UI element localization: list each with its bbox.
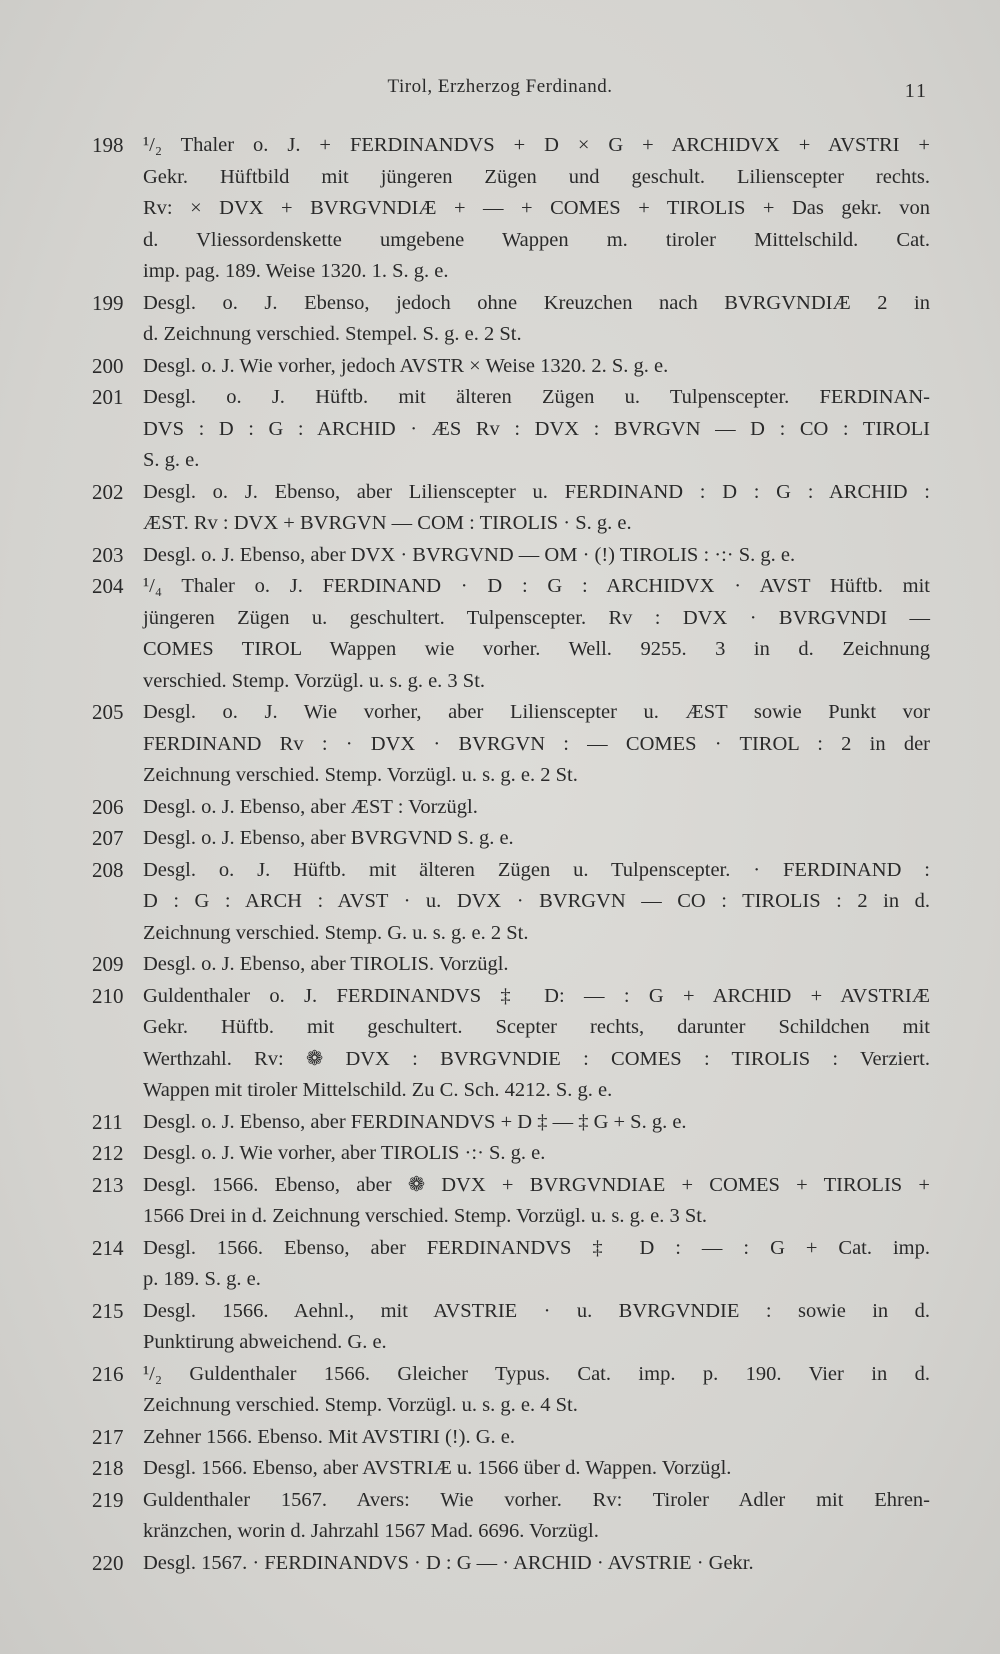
catalog-entry (0, 1233, 1000, 1296)
catalog-entry (0, 571, 1000, 697)
entry-number: 198 (92, 133, 124, 157)
entry-line: ÆST. Rv : DVX + BVRGVN — COM : TIROLIS · S. g. e. (143, 512, 632, 534)
entry-text (143, 981, 930, 1107)
catalog-entry (0, 1485, 1000, 1548)
entry-line: Desgl. o. J. Hüftb. mit älteren Zügen u. Tulpenscepter. · FERDINAND : (143, 858, 930, 881)
entry-number: 218 (92, 1456, 124, 1480)
entry-line: d. Vliessordenskette umgebene Wappen m. tiroler Mittelschild. Cat. (143, 228, 930, 251)
catalog-entry (0, 1296, 1000, 1359)
catalog-entry (0, 1138, 1000, 1170)
entry-number: 206 (92, 794, 124, 819)
entry-line: ¹/₂ Thaler o. J. + FERDINANDVS + D × G + ARCHIDVX + AVSTRI + (143, 134, 930, 156)
entry-text (143, 1138, 930, 1170)
entry-number: 201 (92, 385, 124, 409)
entry-text (143, 1548, 930, 1580)
catalog-entry (0, 855, 1000, 950)
entry-text (143, 477, 930, 540)
entry-line: Zeichnung verschied. Stemp. G. u. s. g. e. 2 St. (143, 921, 529, 944)
entry-line: Desgl. 1566. Ebenso, aber ❁ DVX + BVRGVNDIAE + COMES + TIROLIS + (143, 1173, 930, 1196)
entry-line: Desgl. o. J. Ebenso, aber DVX · BVRGVND — OM · (!) TIROLIS : ·:· S. g. e. (143, 543, 796, 566)
entry-text (143, 1170, 930, 1233)
entry-line: Zeichnung verschied. Stemp. Vorzügl. u. s. g. e. 4 St. (143, 1394, 578, 1416)
entry-text (143, 1422, 930, 1454)
entry-line: Werthzahl. Rv: ❁ DVX : BVRGVNDIE : COMES : TIROLIS : Verziert. (143, 1047, 930, 1070)
catalog-entry (0, 697, 1000, 792)
entry-text (143, 540, 930, 572)
entry-line: D : G : ARCH : AVST · u. DVX · BVRGVN — CO : TIROLIS : 2 in d. (143, 890, 930, 912)
entry-line: Desgl. o. J. Ebenso, aber TIROLIS. Vorzügl. (143, 953, 509, 975)
entry-text (143, 1453, 930, 1485)
entry-text (143, 1107, 930, 1139)
entry-number: 199 (92, 290, 124, 315)
entry-text (143, 1233, 930, 1296)
entry-line: COMES TIROL Wappen wie vorher. Well. 9255. 3 in d. Zeichnung (143, 638, 930, 660)
entry-line: d. Zeichnung verschied. Stempel. S. g. e. 2 St. (143, 323, 522, 345)
entry-line: jüngeren Zügen u. geschultert. Tulpenscepter. Rv : DVX · BVRGVNDI — (143, 606, 930, 629)
entry-number: 210 (92, 983, 124, 1008)
entry-number: 202 (92, 479, 124, 504)
entry-line: 1566 Drei in d. Zeichnung verschied. Stemp. Vorzügl. u. s. g. e. 3 St. (143, 1205, 708, 1227)
entry-line: ¹/₂ Guldenthaler 1566. Gleicher Typus. Cat. imp. p. 190. Vier in d. (143, 1362, 930, 1385)
catalog-entry (0, 981, 1000, 1107)
entry-line: imp. pag. 189. Weise 1320. 1. S. g. e. (143, 260, 449, 282)
entry-line: FERDINAND Rv : · DVX · BVRGVN : — COMES · TIROL : 2 in der (143, 732, 930, 755)
running-title: Tirol, Erzherzog Ferdinand. (387, 76, 613, 97)
entry-line: Desgl. o. J. Ebenso, jedoch ohne Kreuzchen nach BVRGVNDIÆ 2 in (143, 291, 930, 314)
entry-number: 213 (92, 1172, 124, 1197)
entry-number: 205 (92, 700, 124, 724)
page-number: 11 (904, 80, 928, 102)
entry-line: verschied. Stemp. Vorzügl. u. s. g. e. 3 St. (143, 669, 486, 692)
catalog-entry (0, 1422, 1000, 1454)
entry-line: DVS : D : G : ARCHID · ÆS Rv : DVX : BVRGVN — D : CO : TIROLI (143, 417, 930, 440)
entry-text (143, 288, 930, 351)
entry-line: Desgl. 1566. Ebenso, aber AVSTRIÆ u. 1566 über d. Wappen. Vorzügl. (143, 1457, 732, 1479)
entry-line: Punktirung abweichend. G. e. (143, 1331, 387, 1353)
entry-line: Desgl. 1567. · FERDINANDVS · D : G — · ARCHID · AVSTRIE · Gekr. (143, 1551, 754, 1574)
catalog-entry (0, 792, 1000, 824)
catalog-entry (0, 540, 1000, 572)
entry-line: p. 189. S. g. e. (143, 1268, 261, 1290)
entry-text (143, 1359, 930, 1422)
entry-text (143, 382, 930, 477)
page-header (0, 76, 1000, 106)
entry-line: Desgl. 1566. Ebenso, aber FERDINANDVS ‡ D : — : G + Cat. imp. (143, 1236, 930, 1259)
entry-number: 220 (92, 1550, 124, 1575)
entry-text (143, 351, 930, 383)
entry-line: Wappen mit tiroler Mittelschild. Zu C. Sch. 4212. S. g. e. (143, 1079, 613, 1101)
entry-line: Desgl. o. J. Ebenso, aber Lilienscepter u. FERDINAND : D : G : ARCHID : (143, 480, 930, 503)
entry-number: 214 (92, 1235, 124, 1260)
catalog-entry (0, 1359, 1000, 1422)
entry-text (143, 855, 930, 950)
entry-line: S. g. e. (143, 449, 200, 471)
entry-line: Desgl. 1566. Aehnl., mit AVSTRIE · u. BVRGVNDIE : sowie in d. (143, 1299, 930, 1322)
entry-line: Desgl. o. J. Wie vorher, aber TIROLIS ·:· S. g. e. (143, 1142, 546, 1164)
entry-text (143, 792, 930, 824)
entry-line: Desgl. o. J. Ebenso, aber BVRGVND S. g. e. (143, 827, 514, 849)
entry-line: Zeichnung verschied. Stemp. Vorzügl. u. s. g. e. 2 St. (143, 764, 578, 786)
catalog-entry (0, 130, 1000, 288)
entry-text (143, 130, 930, 288)
entry-number: 204 (92, 574, 124, 598)
entry-text (143, 571, 930, 697)
entry-line: Guldenthaler o. J. FERDINANDVS ‡ D: — : G + ARCHID + AVSTRIÆ (143, 984, 930, 1007)
entry-text (143, 697, 930, 792)
catalog-entry (0, 1453, 1000, 1485)
entry-line: Guldenthaler 1567. Avers: Wie vorher. Rv: Tiroler Adler mit Ehren- (143, 1488, 930, 1511)
entry-line: Desgl. o. J. Ebenso, aber FERDINANDVS + D ‡ — ‡ G + S. g. e. (143, 1110, 687, 1133)
entry-number: 212 (92, 1141, 124, 1165)
entry-text (143, 823, 930, 855)
entry-line: kränzchen, worin d. Jahrzahl 1567 Mad. 6696. Vorzügl. (143, 1520, 599, 1542)
entry-line: Desgl. o. J. Ebenso, aber ÆST : Vorzügl. (143, 795, 478, 818)
entry-number: 215 (92, 1298, 124, 1323)
entry-text (143, 949, 930, 981)
entry-number: 219 (92, 1487, 124, 1512)
catalog-entry (0, 351, 1000, 383)
entry-line: Desgl. o. J. Wie vorher, aber Lilienscepter u. ÆST sowie Punkt vor (143, 701, 930, 723)
entry-number: 211 (92, 1109, 123, 1134)
catalog-entry (0, 949, 1000, 981)
catalog-entry (0, 382, 1000, 477)
entry-number: 208 (92, 857, 124, 882)
entry-text (143, 1296, 930, 1359)
entry-line: Rv: × DVX + BVRGVNDIÆ + — + COMES + TIROLIS + Das gekr. von (143, 197, 930, 219)
entry-line: ¹/₄ Thaler o. J. FERDINAND · D : G : ARCHIDVX · AVST Hüftb. mit (143, 575, 930, 597)
entry-line: Zehner 1566. Ebenso. Mit AVSTIRI (!). G. e. (143, 1425, 515, 1448)
catalog-entry (0, 1548, 1000, 1580)
catalog-entry (0, 1170, 1000, 1233)
catalog-entry (0, 1107, 1000, 1139)
catalog-entry (0, 477, 1000, 540)
entry-number: 216 (92, 1361, 124, 1386)
entry-number: 203 (92, 542, 124, 567)
catalog-entry (0, 288, 1000, 351)
catalog-entry (0, 823, 1000, 855)
entry-line: Gekr. Hüftbild mit jüngeren Zügen und geschult. Lilienscepter rechts. (143, 165, 930, 188)
entry-number: 217 (92, 1424, 124, 1449)
entry-number: 207 (92, 826, 124, 850)
entry-number: 209 (92, 952, 124, 976)
entry-line: Gekr. Hüftb. mit geschultert. Scepter rechts, darunter Schildchen mit (143, 1016, 930, 1038)
entry-line: Desgl. o. J. Hüftb. mit älteren Zügen u. Tulpenscepter. FERDINAN- (143, 386, 930, 408)
entry-text (143, 1485, 930, 1548)
entry-number: 200 (92, 353, 124, 378)
catalog-entries (0, 130, 1000, 1579)
entry-line: Desgl. o. J. Wie vorher, jedoch AVSTR × Weise 1320. 2. S. g. e. (143, 354, 669, 377)
